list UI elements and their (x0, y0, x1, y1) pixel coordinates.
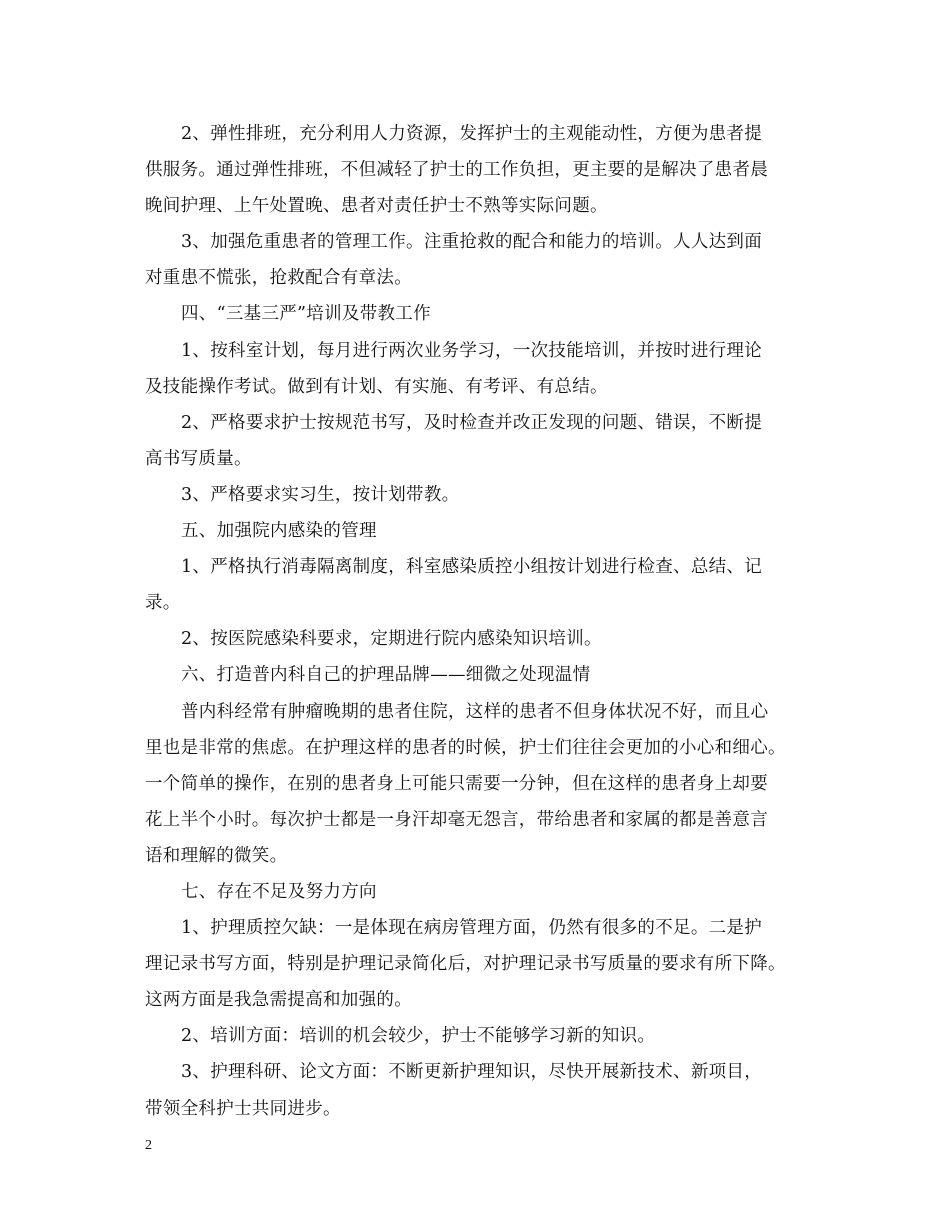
paragraph-line: 2、弹性排班，充分利用人力资源，发挥护士的主观能动性，方便为患者提 (181, 124, 763, 144)
paragraph-line: 对重患不慌张，抢救配合有章法。 (145, 268, 412, 289)
section-heading: 四、“三基三严”培训及带教工作 (181, 304, 431, 325)
section-heading: 五、加强院内感染的管理 (181, 521, 377, 542)
paragraph-line: 3、护理科研、论文方面：不断更新护理知识，尽快开展新技术、新项目， (181, 1062, 763, 1083)
paragraph-line: 录。 (145, 593, 181, 614)
document-body (145, 116, 815, 1127)
paragraph-line: 2、严格要求护士按规范书写，及时检查并改正发现的问题、错误，不断提 (181, 412, 763, 433)
section-heading: 七、存在不足及努力方向 (181, 881, 377, 902)
section-heading: 六、打造普内科自己的护理品牌——细微之处现温情 (181, 665, 591, 686)
paragraph-line: 普内科经常有肿瘤晚期的患者住院，这样的患者不但身体状况不好，而且心 (181, 701, 769, 722)
paragraph-line: 1、严格执行消毒隔离制度，科室感染质控小组按计划进行检查、总结、记 (181, 557, 763, 578)
paragraph-line: 2、按医院感染科要求，定期进行院内感染知识培训。 (181, 629, 602, 650)
paragraph-line: 理记录书写方面，特别是护理记录简化后，对护理记录书写质量的要求有所下降。 (145, 954, 786, 975)
paragraph-line: 语和理解的微笑。 (145, 845, 288, 866)
paragraph-line: 供服务。通过弹性排班，不但减轻了护士的工作负担，更主要的是解决了患者晨 (145, 160, 768, 181)
paragraph-line: 2、培训方面：培训的机会较少，护士不能够学习新的知识。 (181, 1026, 656, 1047)
paragraph-line: 一个简单的操作，在别的患者身上可能只需要一分钟，但在这样的患者身上却要 (145, 773, 768, 794)
paragraph-line: 3、严格要求实习生，按计划带教。 (181, 484, 460, 505)
paragraph-line: 晚间护理、上午处置晚、患者对责任护士不熟等实际问题。 (145, 196, 608, 217)
paragraph-line: 里也是非常的焦虑。在护理这样的患者的时候，护士们往往会更加的小心和细心。 (145, 737, 786, 758)
paragraph-line: 1、护理质控欠缺：一是体现在病房管理方面，仍然有很多的不足。二是护 (181, 918, 763, 939)
paragraph-line: 花上半个小时。每次护士都是一身汗却毫无怨言，带给患者和家属的都是善意言 (145, 809, 768, 830)
paragraph-line: 及技能操作考试。做到有计划、有实施、有考评、有总结。 (145, 376, 608, 397)
paragraph-line: 3、加强危重患者的管理工作。注重抢救的配合和能力的培训。人人达到面 (181, 232, 763, 253)
paragraph-line: 1、按科室计划，每月进行两次业务学习，一次技能培训，并按时进行理论 (181, 340, 763, 361)
page-number: 2 (145, 1138, 152, 1153)
paragraph-line: 带领全科护士共同进步。 (145, 1098, 341, 1119)
paragraph-line: 这两方面是我急需提高和加强的。 (145, 990, 412, 1011)
paragraph-line: 高书写质量。 (145, 448, 252, 469)
